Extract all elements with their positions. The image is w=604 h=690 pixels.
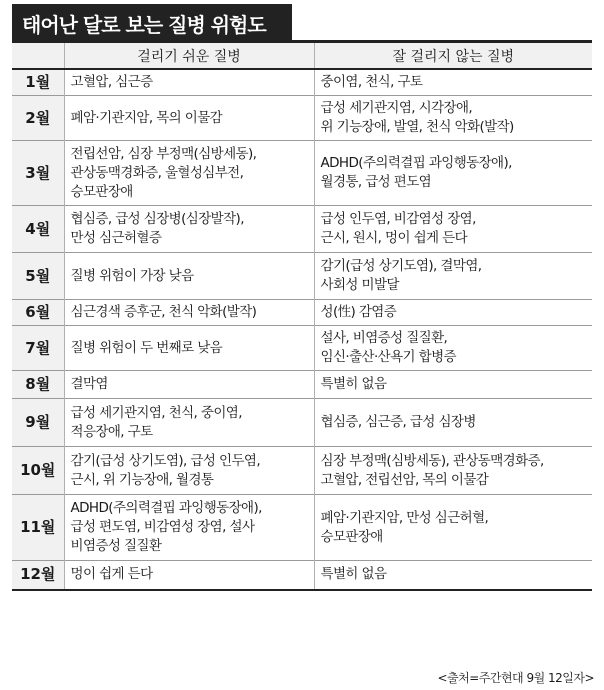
prone-cell: 급성 세기관지염, 천식, 중이염, 적응장애, 구토 <box>64 399 314 447</box>
table-row <box>12 495 592 561</box>
table-row <box>12 447 592 495</box>
table-row <box>12 371 592 399</box>
table-row <box>12 300 592 326</box>
table-header-row <box>12 42 592 70</box>
header-rare-diseases: 잘 걸리지 않는 질병 <box>314 42 592 70</box>
prone-cell: 결막염 <box>64 371 314 399</box>
rare-cell: 폐암·기관지암, 만성 심근허혈, 승모판장애 <box>314 495 592 561</box>
rare-cell: 특별히 없음 <box>314 371 592 399</box>
disease-risk-table <box>12 40 592 591</box>
prone-cell: 심근경색 증후군, 천식 악화(발작) <box>64 300 314 326</box>
rare-cell: ADHD(주의력결핍 과잉행동장애), 월경통, 급성 편도염 <box>314 141 592 206</box>
header-month <box>12 42 64 70</box>
table-row <box>12 326 592 371</box>
month-cell: 12월 <box>12 561 64 590</box>
rare-cell: 급성 세기관지염, 시각장애, 위 기능장애, 발열, 천식 악화(발작) <box>314 96 592 141</box>
prone-cell: 감기(급성 상기도염), 급성 인두염, 근시, 위 기능장애, 월경통 <box>64 447 314 495</box>
table-row <box>12 253 592 300</box>
prone-cell: 멍이 쉽게 든다 <box>64 561 314 590</box>
title-bar <box>12 4 292 40</box>
month-cell: 2월 <box>12 96 64 141</box>
prone-cell: 질병 위험이 가장 낮음 <box>64 253 314 300</box>
month-cell: 9월 <box>12 399 64 447</box>
rare-cell: 성(性) 감염증 <box>314 300 592 326</box>
prone-cell: 고혈압, 심근증 <box>64 69 314 96</box>
table-row <box>12 141 592 206</box>
month-cell: 10월 <box>12 447 64 495</box>
table-row <box>12 206 592 253</box>
month-cell: 1월 <box>12 69 64 96</box>
month-cell: 3월 <box>12 141 64 206</box>
prone-cell: ADHD(주의력결핍 과잉행동장애), 급성 편도염, 비감염성 장염, 설사 비염증성 질질환 <box>64 495 314 561</box>
table-row <box>12 561 592 590</box>
prone-cell: 협심증, 급성 심장병(심장발작), 만성 심근허혈증 <box>64 206 314 253</box>
rare-cell: 감기(급성 상기도염), 결막염, 사회성 미발달 <box>314 253 592 300</box>
prone-cell: 전립선암, 심장 부정맥(심방세동), 관상동맥경화증, 울혈성심부전, 승모판장애 <box>64 141 314 206</box>
rare-cell: 특별히 없음 <box>314 561 592 590</box>
month-cell: 11월 <box>12 495 64 561</box>
page-title: 태어난 달로 보는 질병 위험도 <box>22 13 266 37</box>
rare-cell: 중이염, 천식, 구토 <box>314 69 592 96</box>
rare-cell: 협심증, 심근증, 급성 심장병 <box>314 399 592 447</box>
rare-cell: 설사, 비염증성 질질환, 임신·출산·산욕기 합병증 <box>314 326 592 371</box>
prone-cell: 질병 위험이 두 번째로 낮음 <box>64 326 314 371</box>
source-citation: <출처=주간현대 9월 12일자> <box>437 671 594 685</box>
month-cell: 7월 <box>12 326 64 371</box>
month-cell: 8월 <box>12 371 64 399</box>
rare-cell: 심장 부정맥(심방세동), 관상동맥경화증, 고혈압, 전립선암, 목의 이물감 <box>314 447 592 495</box>
prone-cell: 폐암·기관지암, 목의 이물감 <box>64 96 314 141</box>
rare-cell: 급성 인두염, 비감염성 장염, 근시, 원시, 멍이 쉽게 든다 <box>314 206 592 253</box>
month-cell: 5월 <box>12 253 64 300</box>
table-row <box>12 96 592 141</box>
header-prone-diseases: 걸리기 쉬운 질병 <box>64 42 314 70</box>
month-cell: 4월 <box>12 206 64 253</box>
month-cell: 6월 <box>12 300 64 326</box>
table-row <box>12 69 592 96</box>
table-row <box>12 399 592 447</box>
